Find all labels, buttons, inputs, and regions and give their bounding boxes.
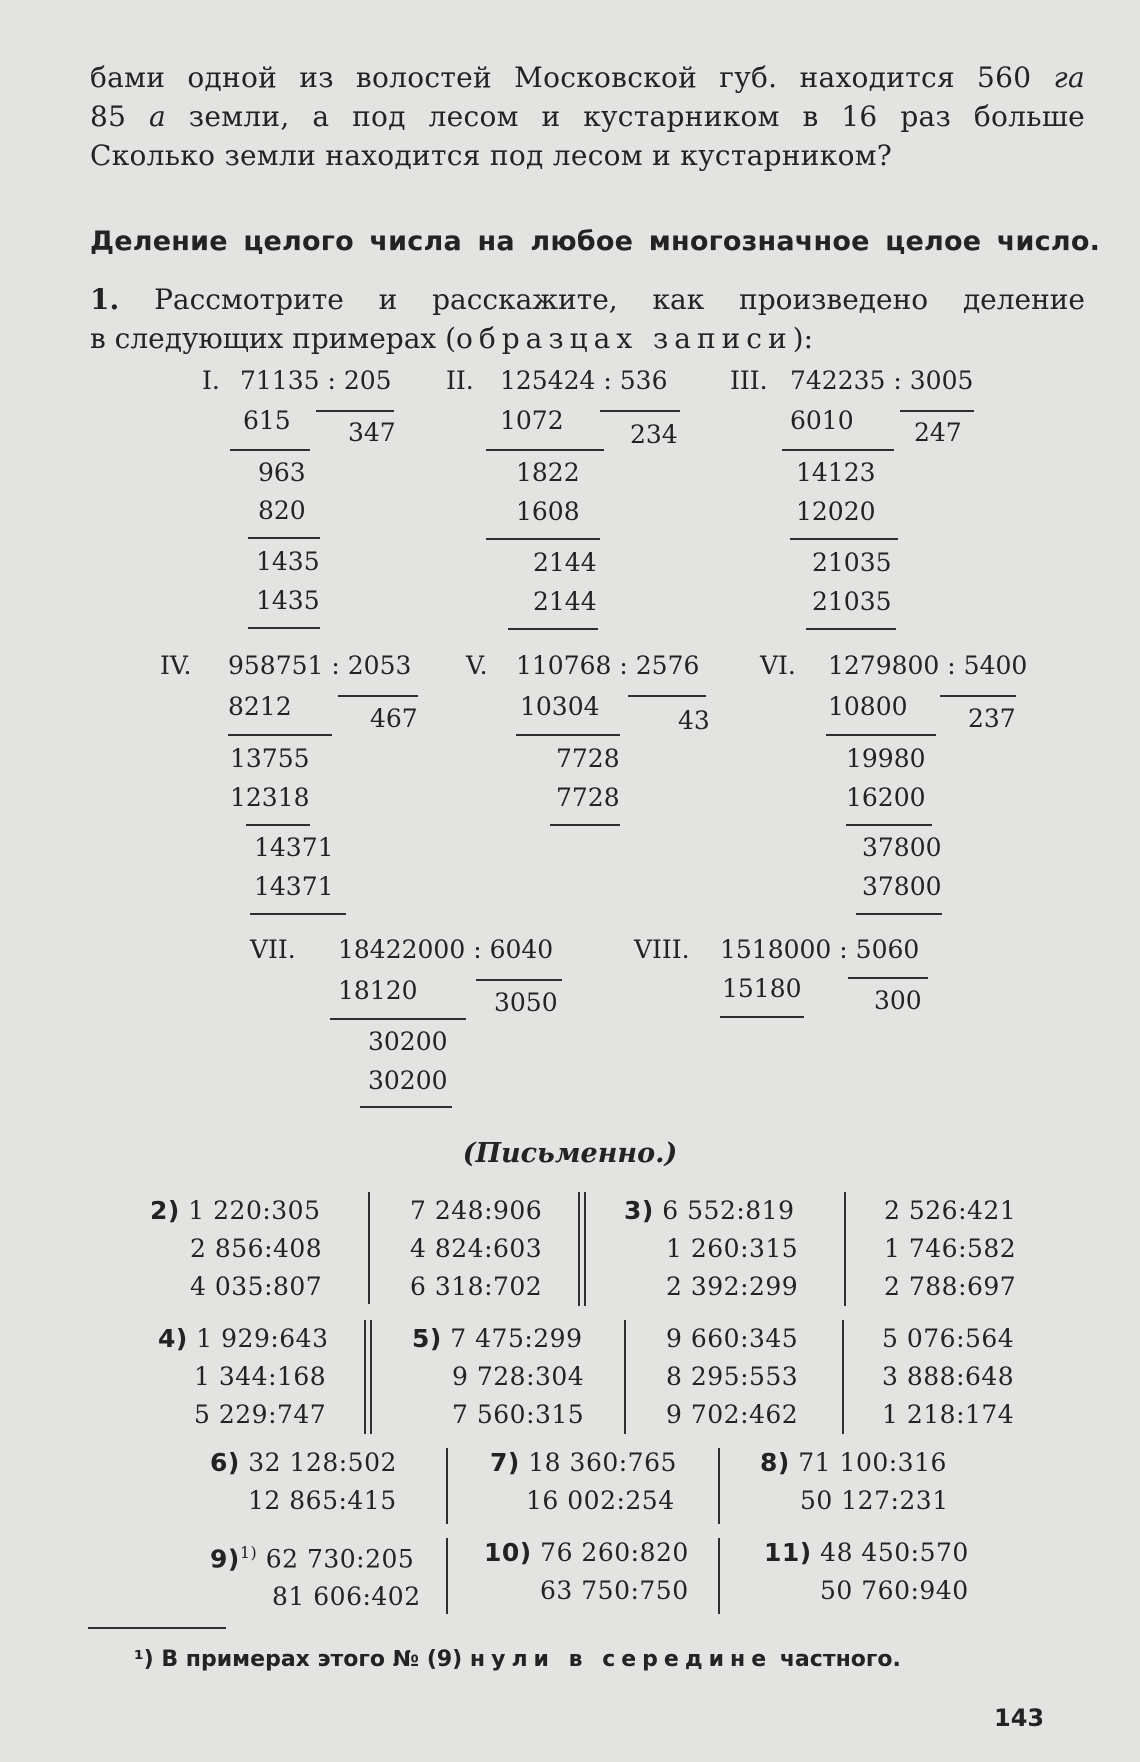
division-label: VI. <box>760 651 796 680</box>
division-step: 14123 <box>796 458 876 487</box>
division-quotient: 467 <box>370 704 418 733</box>
exercise-4: 4) 1 929:643 1 344:168 5 229:747 <box>158 1324 329 1429</box>
quotient-rule <box>338 695 418 697</box>
page-number: 143 <box>994 1704 1045 1732</box>
intro-line-1: бами одной из волостей Московской губ. находится 560 га <box>90 61 1085 94</box>
footnote: ¹) В примерах этого № (9) нули в середине частного. <box>134 1647 901 1672</box>
division-step: 13755 <box>230 744 310 773</box>
exercise-divider <box>718 1538 720 1614</box>
exercise-5: 5) 7 475:299 9 728:304 7 560:315 <box>412 1324 585 1429</box>
exercise-8: 8) 71 100:316 50 127:231 <box>760 1448 949 1515</box>
exercise-5-col-b: 9 660:345 8 295:553 9 702:462 <box>666 1324 799 1429</box>
task-1-line-1: 1. Рассмотрите и расскажите, как произведено деление <box>90 283 1086 316</box>
division-problem: 1279800 : 5400 <box>828 651 1028 680</box>
exercise-divider <box>624 1320 626 1434</box>
intro-line-2: 85 а земли, а под лесом и кустарником в 16 раз больше <box>90 100 1086 133</box>
step-rule <box>486 538 600 540</box>
division-step: 30200 <box>368 1027 448 1056</box>
division-step: 2144 <box>533 548 597 577</box>
step-rule <box>248 537 320 539</box>
exercise-divider <box>718 1448 720 1524</box>
division-step: 30200 <box>368 1066 448 1095</box>
division-step: 1435 <box>256 586 320 615</box>
quotient-rule <box>628 695 706 697</box>
division-label: VIII. <box>634 935 690 964</box>
exercise-divider <box>578 1192 580 1306</box>
division-step: 7728 <box>556 783 620 812</box>
division-label: III. <box>730 366 768 395</box>
exercise-divider <box>364 1320 366 1434</box>
division-step: 18120 <box>338 976 418 1005</box>
written-title: (Письменно.) <box>462 1138 678 1169</box>
quotient-rule <box>848 977 928 979</box>
division-problem: 71135 : 205 <box>240 366 392 395</box>
division-step: 615 <box>243 406 291 435</box>
step-rule <box>720 1016 804 1018</box>
exercise-10: 10) 76 260:820 63 750:750 <box>484 1538 689 1605</box>
division-step: 963 <box>258 458 306 487</box>
exercise-11: 11) 48 450:570 50 760:940 <box>764 1538 969 1605</box>
division-step: 12318 <box>230 783 310 812</box>
division-label: IV. <box>160 651 192 680</box>
division-step: 1822 <box>516 458 580 487</box>
step-rule <box>846 824 932 826</box>
division-problem: 18422000 : 6040 <box>338 935 554 964</box>
division-step: 14371 <box>254 872 334 901</box>
task-1 <box>90 280 1085 358</box>
division-step: 1435 <box>256 547 320 576</box>
intro-line-3: Сколько земли находится под лесом и кустарником? <box>90 139 893 172</box>
exercise-divider <box>446 1538 448 1614</box>
division-problem: 110768 : 2576 <box>516 651 700 680</box>
task-1-line-2: в следующих примерах (образцах записи): <box>90 322 814 355</box>
division-step: 820 <box>258 496 306 525</box>
intro-text <box>90 58 1085 175</box>
division-step: 37800 <box>862 872 942 901</box>
division-step: 8212 <box>228 692 292 721</box>
step-rule <box>486 449 604 451</box>
step-rule <box>230 449 310 451</box>
exercise-6: 6) 32 128:502 12 865:415 <box>210 1448 397 1515</box>
exercise-3-col-b: 2 526:421 1 746:582 2 788:697 <box>884 1196 1017 1301</box>
division-step: 21035 <box>812 548 892 577</box>
division-step: 16200 <box>846 783 926 812</box>
division-label: II. <box>446 366 474 395</box>
exercise-2: 2) 1 220:305 2 856:408 4 035:807 <box>150 1196 323 1301</box>
division-quotient: 237 <box>968 704 1016 733</box>
division-step: 12020 <box>796 497 876 526</box>
division-step: 21035 <box>812 587 892 616</box>
division-step: 10800 <box>828 692 908 721</box>
step-rule <box>806 628 896 630</box>
exercise-divider <box>446 1448 448 1524</box>
division-step: 10304 <box>520 692 600 721</box>
quotient-rule <box>900 410 974 412</box>
step-rule <box>790 538 898 540</box>
step-rule <box>826 734 936 736</box>
exercise-divider <box>584 1192 586 1306</box>
division-step: 19980 <box>846 744 926 773</box>
division-quotient: 247 <box>914 418 962 447</box>
division-step: 37800 <box>862 833 942 862</box>
exercise-9: 9)$^{1)}$ 62 730:205 81 606:402 <box>210 1543 421 1612</box>
step-rule <box>250 913 346 915</box>
exercise-divider <box>370 1320 372 1434</box>
division-step: 7728 <box>556 744 620 773</box>
division-step: 14371 <box>254 833 334 862</box>
exercise-divider <box>368 1192 370 1304</box>
division-step: 6010 <box>790 406 854 435</box>
division-quotient: 234 <box>630 420 678 449</box>
division-quotient: 300 <box>874 986 922 1015</box>
exercise-divider <box>844 1192 846 1306</box>
division-problem: 742235 : 3005 <box>790 366 974 395</box>
division-problem: 958751 : 2053 <box>228 651 412 680</box>
division-step: 2144 <box>533 587 597 616</box>
footnote-rule <box>88 1627 226 1629</box>
section-heading: Деление целого числа на любое многозначное целое число. <box>90 226 1101 257</box>
step-rule <box>248 627 320 629</box>
division-quotient: 43 <box>678 706 710 735</box>
step-rule <box>330 1018 466 1020</box>
division-step: 15180 <box>722 974 802 1003</box>
quotient-rule <box>316 410 394 412</box>
exercise-3: 3) 6 552:819 1 260:315 2 392:299 <box>624 1196 799 1301</box>
step-rule <box>856 913 942 915</box>
step-rule <box>228 734 332 736</box>
step-rule <box>508 628 598 630</box>
division-problem: 1518000 : 5060 <box>720 935 920 964</box>
quotient-rule <box>940 695 1016 697</box>
division-label: VII. <box>250 935 296 964</box>
division-step: 1608 <box>516 497 580 526</box>
division-quotient: 347 <box>348 418 396 447</box>
step-rule <box>246 824 310 826</box>
division-label: I. <box>202 366 220 395</box>
step-rule <box>550 824 620 826</box>
division-quotient: 3050 <box>494 988 558 1017</box>
step-rule <box>360 1106 452 1108</box>
quotient-rule <box>600 410 680 412</box>
exercise-5-col-c: 5 076:564 3 888:648 1 218:174 <box>882 1324 1015 1429</box>
division-label: V. <box>466 651 488 680</box>
step-rule <box>516 734 620 736</box>
exercise-7: 7) 18 360:765 16 002:254 <box>490 1448 677 1515</box>
division-problem: 125424 : 536 <box>500 366 668 395</box>
step-rule <box>782 449 894 451</box>
quotient-rule <box>476 979 562 981</box>
division-step: 1072 <box>500 406 564 435</box>
exercise-divider <box>842 1320 844 1434</box>
exercise-2-col-b: 7 248:906 4 824:603 6 318:702 <box>410 1196 543 1301</box>
